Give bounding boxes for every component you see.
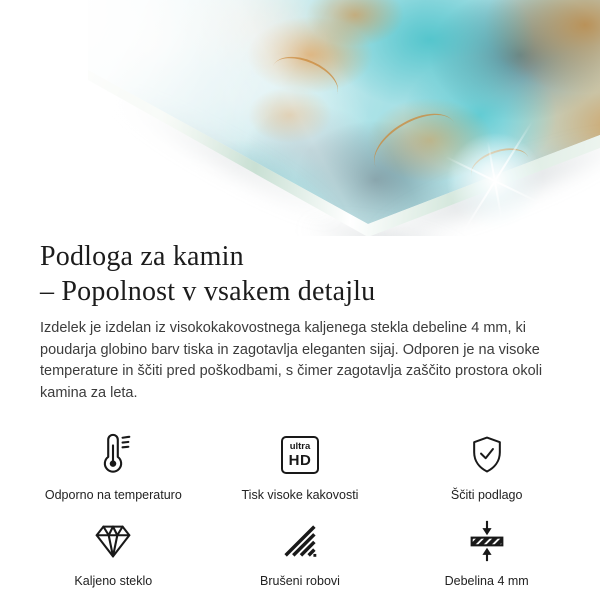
page-title-line2: – Popolnost v vsakem detajlu: [40, 276, 376, 307]
feature-tempered-glass: [20, 516, 207, 588]
feature-label: Tisk visoke kakovosti: [241, 488, 359, 502]
feature-grid: [20, 430, 580, 588]
feature-label: Kaljeno steklo: [74, 574, 153, 588]
thermometer-icon: [90, 432, 136, 478]
feature-label: Ščiti podlago: [450, 488, 523, 502]
product-description-text: Izdelek je izdelan iz visokokakovostnega kaljenega stekla debeline 4 mm, ki poudarja globino barv tiska in zagotavlja eleganten sijaj. Odporen je na visoke temperature in ščiti pred poškodbami, s čimer zagotavlja zaščito prostora okoli kamina za leta.: [40, 320, 543, 401]
feature-polished-edges: [207, 516, 394, 588]
feature-print-quality: [207, 430, 394, 502]
page-title: [40, 239, 570, 309]
feature-temperature-resistant: [20, 430, 207, 502]
product-description-section: [0, 239, 600, 404]
ultra-hd-icon: ultra HD: [281, 436, 319, 474]
beveled-edge-icon: [277, 518, 323, 564]
feature-label: Brušeni robovi: [260, 574, 340, 588]
feature-label: Odporno na temperaturo: [44, 488, 182, 502]
diamond-icon: [90, 518, 136, 564]
shield-check-icon: [465, 433, 509, 477]
product-hero-image: [0, 0, 600, 236]
feature-thickness: [393, 516, 580, 588]
thickness-icon: [464, 518, 510, 564]
feature-label: Debelina 4 mm: [444, 574, 529, 588]
page-title-line1: Podloga za kamin: [40, 241, 244, 272]
feature-protects-surface: [393, 430, 580, 502]
